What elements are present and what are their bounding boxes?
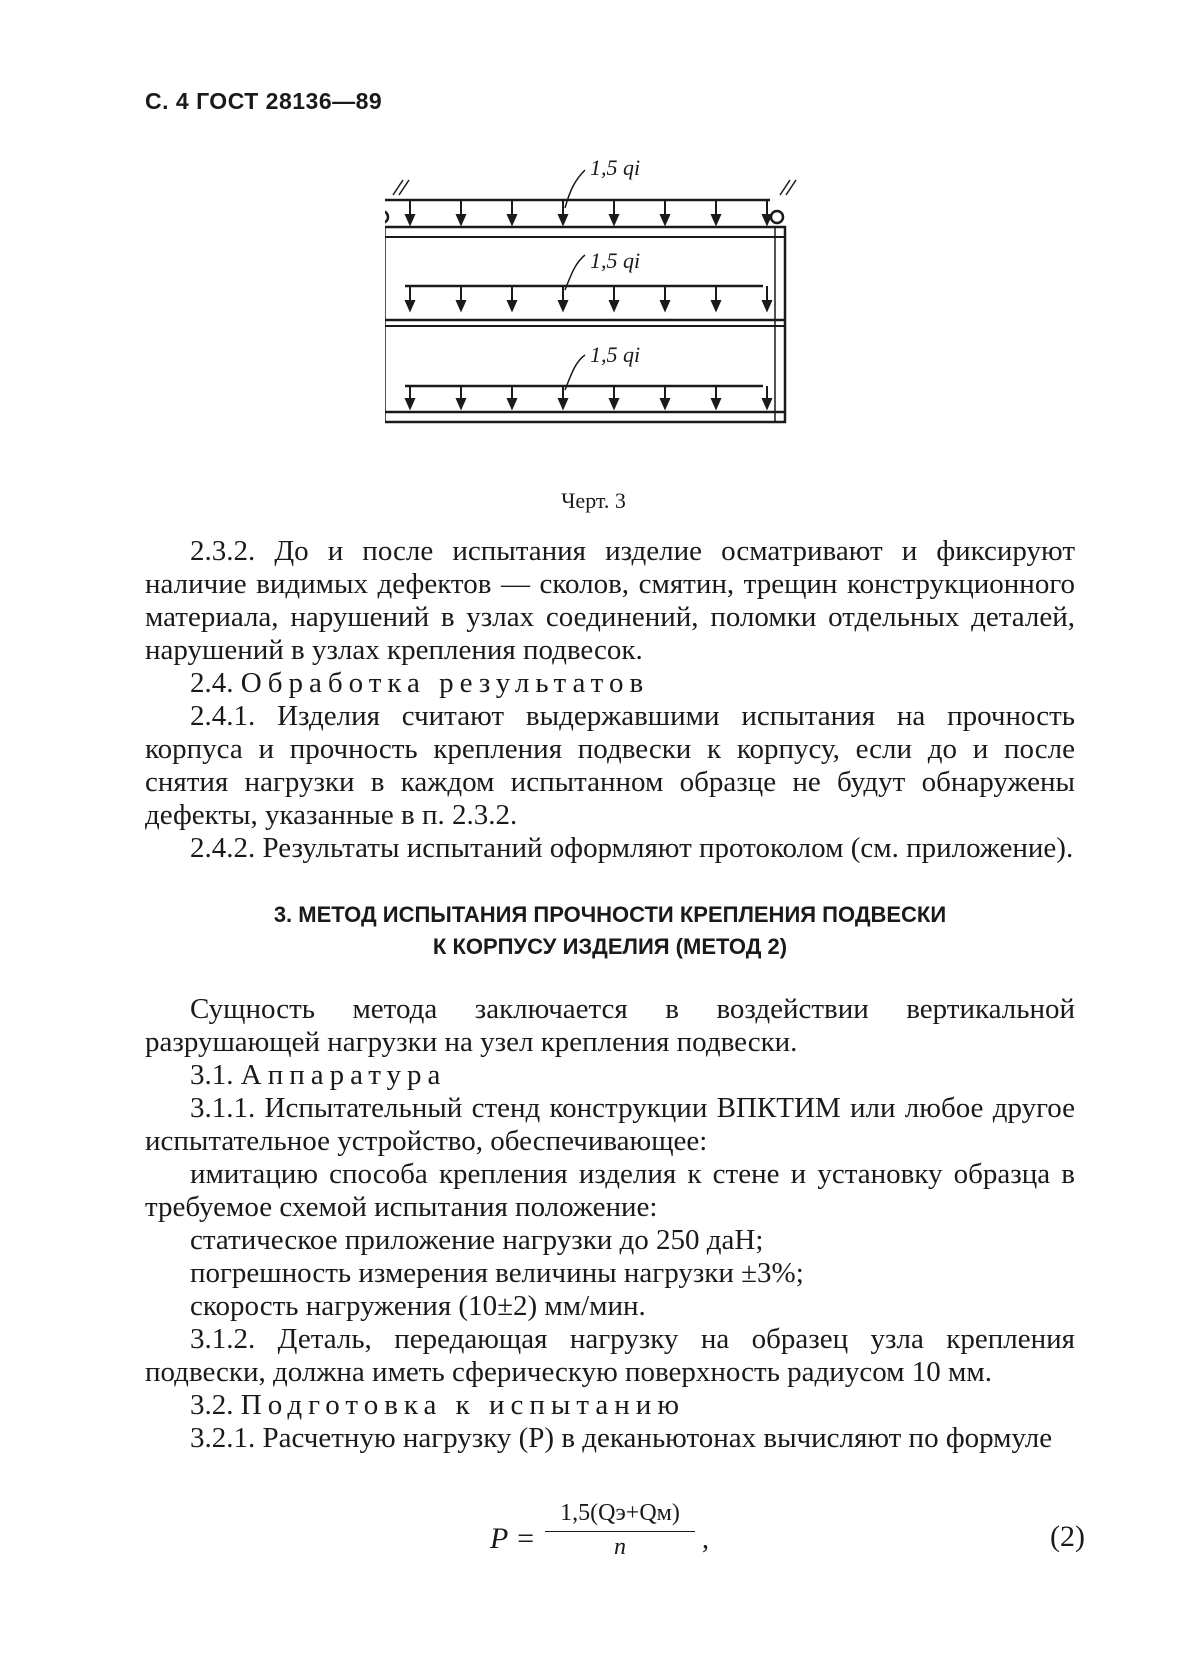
subsection-title: Подготовка к испытанию	[240, 1389, 685, 1421]
load-arrow-head	[406, 399, 414, 408]
load-arrow-head	[712, 215, 720, 224]
load-arrow-head	[763, 215, 771, 224]
hatch-left-1	[393, 180, 403, 195]
list-item-measurement-error: погрешность измерения величины нагрузки ±3%;	[190, 1257, 804, 1289]
load-arrow-head	[508, 399, 516, 408]
hatch-right-2	[786, 180, 796, 195]
paragraph-2-4-2: 2.4.2. Результаты испытаний оформляют протоколом (см. приложение).	[190, 832, 1074, 864]
load-arrow-head	[406, 215, 414, 224]
leader-top	[565, 170, 585, 208]
paragraph-3-1-2: 3.1.2. Деталь, передающая нагрузку на образец узла крепления подвески, должна иметь сферическую поверхность радиусом 10 мм.	[145, 1323, 1075, 1388]
load-arrow-head	[712, 301, 720, 310]
figure-drawing-3	[385, 150, 865, 470]
load-arrow-head	[457, 215, 465, 224]
subsection-number: 3.1.	[190, 1059, 234, 1091]
subsection-title: Обработка результатов	[240, 667, 650, 699]
formula-number: (2)	[1050, 1520, 1085, 1553]
formula-denominator: n	[614, 1534, 626, 1560]
load-arrow-head	[712, 399, 720, 408]
subsection-3-2-heading	[145, 1389, 1075, 1422]
paragraph-3-2-1: 3.2.1. Расчетную нагрузку (P) в деканьютонах вычисляют по формуле	[190, 1422, 1053, 1454]
formula-comma: ,	[702, 1524, 709, 1555]
subsection-number: 3.2.	[190, 1389, 234, 1421]
subsection-2-4-heading	[145, 667, 1075, 700]
hinge-left	[385, 211, 388, 223]
load-arrow-head	[610, 215, 618, 224]
load-arrow-head	[559, 399, 567, 408]
load-arrow-head	[763, 399, 771, 408]
figure-caption: Черт. 3	[561, 488, 626, 513]
body-text	[145, 535, 1075, 1455]
formula-numerator: 1,5(Qэ+Qм)	[545, 1500, 695, 1532]
load-arrow-head	[610, 301, 618, 310]
load-arrow-head	[559, 301, 567, 310]
paragraph-2-4-1: 2.4.1. Изделия считают выдержавшими испытания на прочность корпуса и прочность крепления подвески к корпусу, если до и после снятия нагрузки в каждом испытанном образце не будут обнаружены дефекты, указанные в п. 2.3.2.	[145, 700, 1075, 831]
load-arrow-head	[508, 215, 516, 224]
load-arrow-head	[661, 301, 669, 310]
paragraph-2-3-2: 2.3.2. До и после испытания изделие осматривают и фиксируют наличие видимых дефектов — сколов, смятин, трещин конструкционного материала, нарушений в узлах соединений, поломки отдельных деталей, нарушений в узлах крепления подвесок.	[145, 535, 1075, 666]
subsection-number: 2.4.	[190, 667, 234, 699]
hatch-left-2	[399, 180, 409, 195]
formula-2	[0, 1500, 1187, 1580]
load-arrow-head	[508, 301, 516, 310]
load-label-bottom: 1,5 qi	[590, 342, 641, 367]
paragraph-method-essence: Сущность метода заключается в воздействии вертикальной разрушающей нагрузки на узел крепления подвески.	[145, 993, 1075, 1058]
list-item-static-load: статическое приложение нагрузки до 250 даН;	[190, 1224, 764, 1256]
load-arrow-head	[457, 301, 465, 310]
load-arrow-head	[610, 399, 618, 408]
load-arrow-head	[457, 399, 465, 408]
list-item-imitation: имитацию способа крепления изделия к стене и установку образца в требуемое схемой испытания положение:	[145, 1158, 1075, 1223]
section-3-heading	[145, 899, 1075, 963]
load-label-middle: 1,5 qi	[590, 248, 641, 273]
page-header: С. 4 ГОСТ 28136—89	[145, 88, 383, 114]
subsection-title: Аппаратура	[240, 1059, 447, 1091]
paragraph-3-1-1: 3.1.1. Испытательный стенд конструкции ВПКТИМ или любое другое испытательное устройство, обеспечивающее:	[145, 1092, 1075, 1157]
formula-lhs: P =	[490, 1522, 536, 1555]
subsection-3-1-heading	[145, 1059, 1075, 1092]
frame-outline	[385, 227, 785, 422]
load-arrow-head	[406, 301, 414, 310]
load-arrow-head	[559, 215, 567, 224]
list-item-loading-speed: скорость нагружения (10±2) мм/мин.	[190, 1290, 646, 1322]
section-heading-line: 3. МЕТОД ИСПЫТАНИЯ ПРОЧНОСТИ КРЕПЛЕНИЯ ПОДВЕСКИ	[273, 902, 947, 927]
load-arrow-head	[661, 215, 669, 224]
formula-fraction	[545, 1500, 695, 1561]
load-label-top: 1,5 qi	[590, 155, 641, 180]
hatch-right-1	[780, 180, 790, 195]
cabinet-load-diagram	[385, 150, 865, 470]
hinge-right	[771, 211, 783, 223]
section-heading-line: К КОРПУСУ ИЗДЕЛИЯ (МЕТОД 2)	[432, 934, 788, 959]
load-arrow-head	[661, 399, 669, 408]
load-arrow-head	[763, 301, 771, 310]
